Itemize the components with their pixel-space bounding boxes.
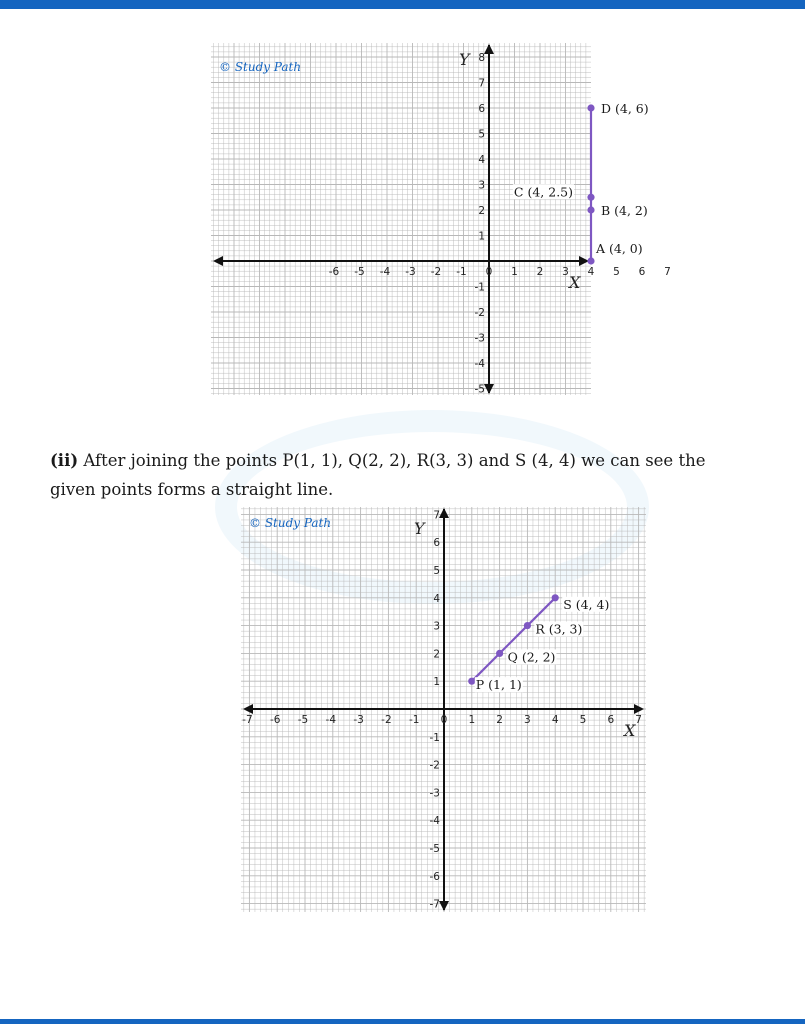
y-tick-label: 3 (433, 620, 440, 633)
point-label: A (4, 0) (596, 241, 643, 256)
study-path-logo (249, 516, 331, 530)
y-tick-label: -3 (474, 332, 485, 345)
y-axis-arrow-down (439, 901, 449, 911)
y-tick-label: 7 (433, 509, 440, 522)
bottom-accent-bar (0, 1019, 805, 1024)
x-tick-label: 3 (524, 714, 531, 726)
x-axis-arrow-left (243, 704, 253, 714)
x-tick-label: 4 (587, 266, 595, 278)
y-axis-name: Y (414, 519, 425, 538)
point-label: S (4, 4) (563, 596, 610, 612)
y-tick-label: 3 (478, 179, 485, 192)
y-tick-label: 5 (478, 128, 485, 141)
y-tick-label: 4 (433, 592, 440, 605)
study-path-logo (219, 60, 301, 74)
top-accent-bar (0, 0, 805, 9)
x-tick-label: 2 (496, 714, 503, 726)
data-point (496, 650, 503, 657)
x-tick-label: -3 (405, 266, 416, 278)
y-axis-arrow-up (484, 44, 494, 54)
x-tick-label: 7 (664, 266, 671, 278)
explanation-text: After joining the points P(1, 1), Q(2, 2), R(3, 3) and S (4, 4) we can see the given points forms a straight line. (50, 451, 706, 499)
x-tick-label: 6 (638, 266, 646, 278)
data-point (524, 622, 531, 629)
y-tick-label: 8 (478, 52, 485, 64)
data-point (468, 678, 475, 685)
x-tick-label: 7 (635, 714, 642, 726)
y-tick-label: -1 (429, 731, 440, 744)
y-tick-label: -5 (474, 383, 485, 396)
y-tick-label: 4 (478, 154, 485, 166)
y-tick-label: -5 (429, 843, 440, 855)
point-label: Q (2, 2) (507, 649, 556, 665)
x-tick-label: -1 (408, 714, 420, 726)
explanation-paragraph (50, 446, 750, 504)
y-tick-label: 6 (478, 103, 485, 115)
graph2-svg (241, 507, 646, 912)
x-tick-label: 1 (468, 714, 476, 726)
part-label: (ii) (50, 451, 79, 470)
y-tick-label: 1 (478, 230, 485, 243)
x-tick-label: -1 (456, 266, 467, 278)
point-label: B (4, 2) (601, 203, 648, 218)
graph-points-p-q-r-s (241, 507, 646, 912)
x-tick-label: -4 (379, 266, 391, 278)
x-tick-label: 4 (551, 714, 559, 726)
logo-text: © Study Path (219, 60, 302, 74)
y-tick-label: 5 (433, 565, 440, 577)
data-point (587, 194, 594, 201)
point-label: C (4, 2.5) (513, 184, 573, 200)
x-axis-name: X (569, 273, 581, 292)
y-tick-label: -4 (474, 358, 485, 370)
y-tick-label: -4 (429, 815, 440, 828)
x-tick-label: 0 (485, 266, 493, 278)
data-point (552, 594, 559, 601)
x-tick-label: 5 (579, 714, 587, 726)
y-tick-label: 6 (433, 537, 440, 550)
point-label: R (3, 3) (535, 621, 583, 637)
x-tick-label: 3 (562, 266, 569, 278)
x-tick-label: -2 (430, 266, 442, 278)
y-tick-label: -2 (429, 759, 440, 772)
graph1-svg (211, 43, 671, 396)
x-tick-label: -3 (353, 714, 364, 726)
y-axis-arrow-down (484, 384, 494, 394)
x-tick-label: 6 (607, 714, 615, 726)
x-tick-label: -6 (269, 714, 281, 726)
logo-text: © Study Path (249, 516, 332, 530)
y-tick-label: -3 (429, 787, 440, 800)
graph-points-a-b-c-d (211, 43, 671, 396)
data-point (587, 206, 594, 213)
joining-line (472, 598, 555, 681)
point-label: D (4, 6) (601, 101, 649, 116)
x-axis-name: X (624, 721, 636, 740)
data-point (587, 104, 594, 111)
x-tick-label: -6 (328, 266, 340, 278)
y-tick-label: 2 (478, 205, 485, 217)
x-tick-label: 1 (511, 266, 518, 278)
x-tick-label: -2 (381, 714, 392, 726)
x-tick-label: -5 (354, 266, 365, 278)
grid (211, 43, 591, 395)
y-tick-label: 1 (433, 676, 440, 689)
point-label: P (1, 1) (475, 677, 522, 693)
x-tick-label: 0 (440, 714, 448, 726)
x-tick-label: -7 (242, 714, 253, 726)
data-point (587, 257, 594, 264)
y-tick-label: -1 (474, 281, 485, 294)
y-tick-label: -2 (474, 307, 485, 319)
y-tick-label: -7 (429, 898, 440, 911)
x-tick-label: -4 (325, 714, 337, 726)
y-tick-label: -6 (429, 870, 440, 883)
x-axis-arrow-left (213, 256, 223, 266)
y-axis-arrow-up (439, 508, 449, 518)
x-tick-label: 2 (536, 266, 544, 278)
y-tick-label: 2 (433, 648, 440, 661)
x-tick-label: 5 (613, 266, 620, 278)
y-tick-label: 7 (478, 77, 485, 90)
y-axis-name: Y (459, 50, 470, 69)
x-tick-label: -5 (297, 714, 309, 726)
